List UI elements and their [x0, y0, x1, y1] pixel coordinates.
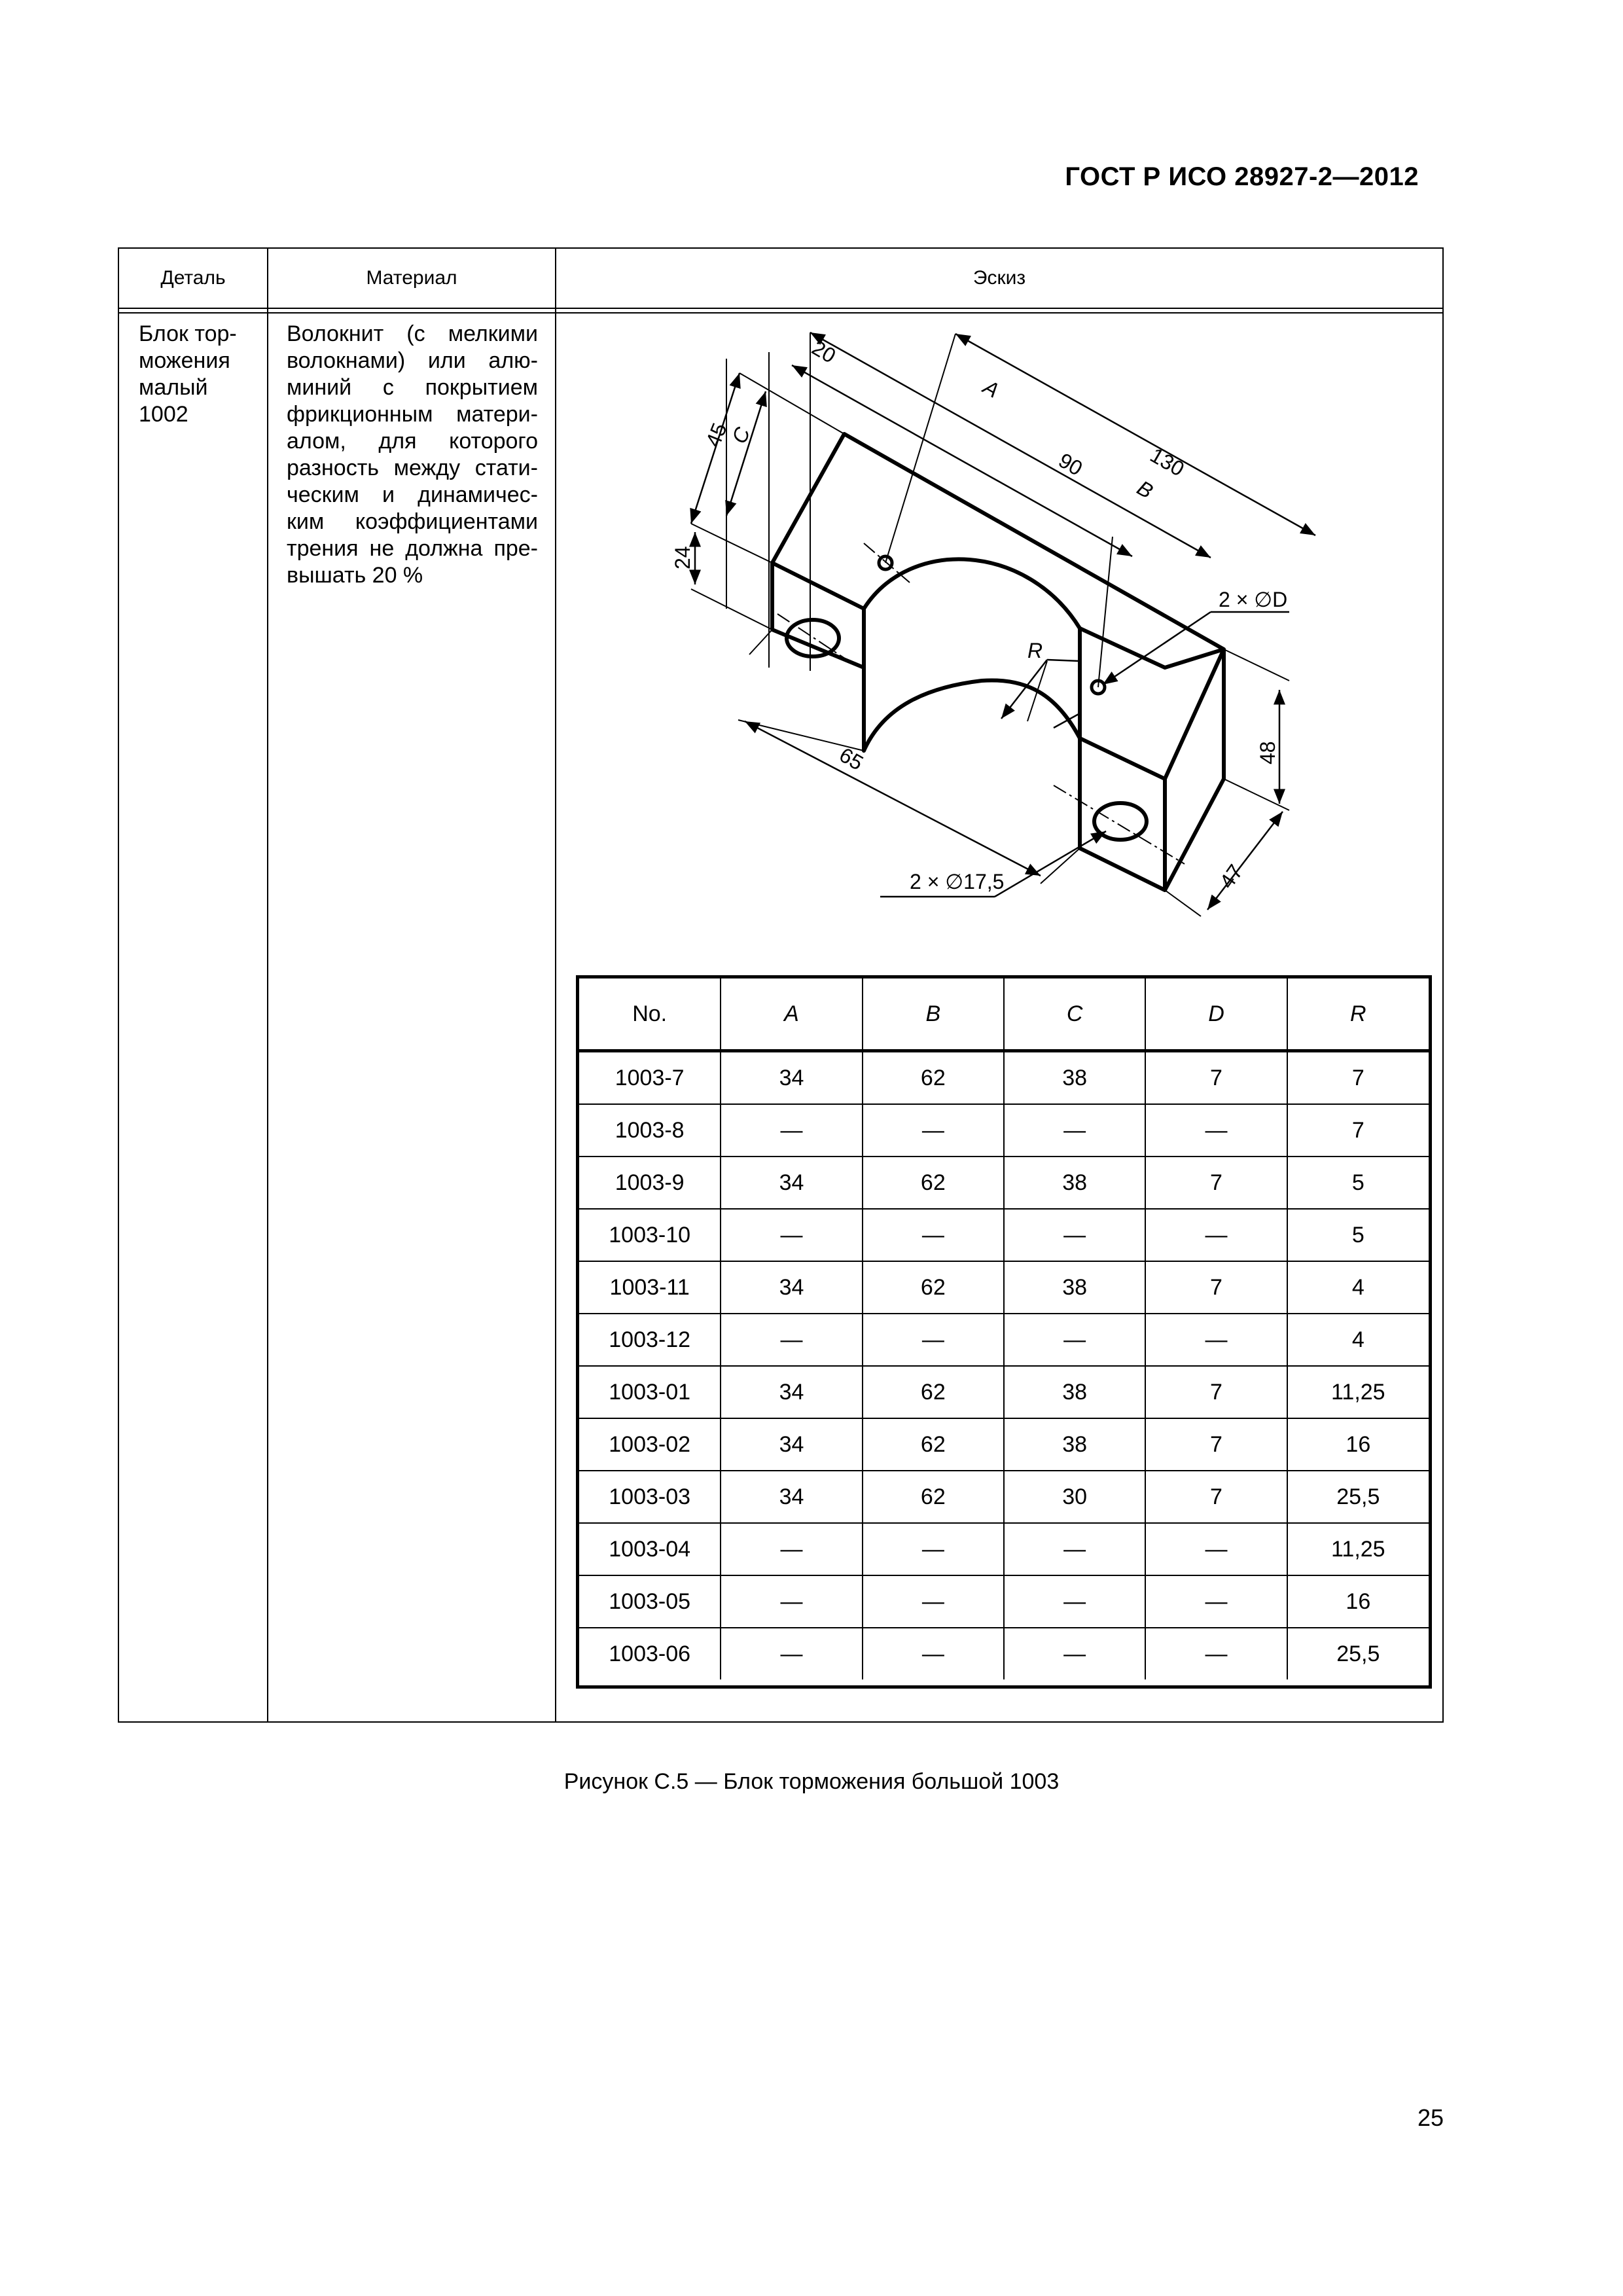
- table-cell: 34: [721, 1051, 862, 1105]
- material-line: вышать 20 %: [287, 563, 423, 588]
- detail-line: можения: [139, 348, 230, 373]
- table-cell: 62: [863, 1051, 1004, 1105]
- table-cell: 30: [1004, 1471, 1145, 1523]
- table-row: [579, 1051, 1429, 1105]
- table-row: [579, 1261, 1429, 1314]
- table-cell: 38: [1004, 1157, 1145, 1209]
- table-cell: —: [1004, 1104, 1145, 1157]
- table-cell: 1003-11: [579, 1261, 721, 1314]
- table-cell: 1003-8: [579, 1104, 721, 1157]
- dims-header-no: No.: [579, 978, 721, 1051]
- part-body: [772, 434, 1224, 890]
- material-line: Волокнит (с мелкими: [287, 321, 538, 346]
- table-cell: 1003-01: [579, 1366, 721, 1418]
- table-cell: 1003-04: [579, 1523, 721, 1575]
- table-cell: —: [1145, 1523, 1287, 1575]
- table-cell: 11,25: [1287, 1523, 1429, 1575]
- column-divider: [555, 249, 556, 1721]
- table-cell: —: [721, 1104, 862, 1157]
- dim-90-label: 90: [1054, 448, 1087, 480]
- material-line: разность между стати-: [287, 456, 538, 480]
- table-cell: 34: [721, 1418, 862, 1471]
- table-cell: 62: [863, 1471, 1004, 1523]
- table-cell: 38: [1004, 1051, 1145, 1105]
- table-cell: —: [1145, 1628, 1287, 1679]
- table-cell: 11,25: [1287, 1366, 1429, 1418]
- table-cell: 1003-03: [579, 1471, 721, 1523]
- table-cell: —: [863, 1209, 1004, 1261]
- figure-caption: Рисунок С.5 — Блок торможения большой 1003: [563, 1769, 1060, 1794]
- page-number: 25: [1417, 2104, 1444, 2131]
- table-cell: 1003-7: [579, 1051, 721, 1105]
- table-cell: 1003-05: [579, 1575, 721, 1628]
- table-cell: 34: [721, 1157, 862, 1209]
- dim-65-label: 65: [835, 742, 868, 775]
- table-cell: 25,5: [1287, 1471, 1429, 1523]
- table-cell: 1003-10: [579, 1209, 721, 1261]
- brake-block-sketch: [661, 314, 1414, 956]
- table-cell: 7: [1145, 1471, 1287, 1523]
- table-row: [579, 1366, 1429, 1418]
- table-cell: —: [1004, 1628, 1145, 1679]
- table-cell: —: [1145, 1209, 1287, 1261]
- detail-line: малый: [139, 375, 208, 400]
- table-cell: 4: [1287, 1314, 1429, 1366]
- dims-header-b: B: [863, 978, 1004, 1051]
- dims-header-a: A: [721, 978, 862, 1051]
- table-cell: 38: [1004, 1418, 1145, 1471]
- dims-header-d: D: [1145, 978, 1287, 1051]
- table-cell: 16: [1287, 1418, 1429, 1471]
- table-cell: 38: [1004, 1366, 1145, 1418]
- table-cell: 34: [721, 1366, 862, 1418]
- table-row: [579, 1575, 1429, 1628]
- material-line: миний с покрытием: [287, 375, 538, 400]
- table-row: [579, 1209, 1429, 1261]
- table-cell: —: [863, 1628, 1004, 1679]
- dim-2d-label: 2 × ∅D: [1219, 588, 1288, 611]
- table-cell: 4: [1287, 1261, 1429, 1314]
- document-code: ГОСТ Р ИСО 28927-2—2012: [1065, 162, 1419, 191]
- table-cell: 1003-9: [579, 1157, 721, 1209]
- column-divider: [267, 249, 268, 1721]
- header-detail: Деталь: [160, 267, 226, 289]
- material-line: фрикционным матери-: [287, 402, 538, 427]
- table-cell: —: [1145, 1314, 1287, 1366]
- table-cell: 38: [1004, 1261, 1145, 1314]
- table-cell: 16: [1287, 1575, 1429, 1628]
- table-cell: 7: [1287, 1051, 1429, 1105]
- table-cell: 7: [1287, 1104, 1429, 1157]
- header-material: Материал: [366, 267, 457, 289]
- table-cell: 1003-02: [579, 1418, 721, 1471]
- table-cell: —: [1145, 1104, 1287, 1157]
- table-cell: —: [721, 1209, 862, 1261]
- table-cell: —: [721, 1523, 862, 1575]
- dim-47-label: 47: [1215, 860, 1248, 893]
- table-cell: —: [721, 1628, 862, 1679]
- table-cell: —: [1145, 1575, 1287, 1628]
- table-cell: 5: [1287, 1209, 1429, 1261]
- dim-a-label: A: [979, 374, 1003, 403]
- header-rule: [119, 312, 1442, 314]
- material-line: алом, для которого: [287, 429, 538, 454]
- table-row: [579, 1314, 1429, 1366]
- detail-line: 1002: [139, 402, 188, 427]
- table-cell: 7: [1145, 1157, 1287, 1209]
- table-cell: —: [721, 1314, 862, 1366]
- dim-48-label: 48: [1256, 741, 1279, 764]
- table-row: [579, 1418, 1429, 1471]
- dim-130-label: 130: [1146, 442, 1188, 481]
- table-cell: 62: [863, 1366, 1004, 1418]
- table-row: [579, 1523, 1429, 1575]
- table-cell: —: [1004, 1523, 1145, 1575]
- table-row: [579, 1628, 1429, 1679]
- dim-24-label: 24: [671, 546, 694, 569]
- table-cell: —: [1004, 1209, 1145, 1261]
- table-cell: 5: [1287, 1157, 1429, 1209]
- table-cell: 1003-06: [579, 1628, 721, 1679]
- dim-45-label: 45: [701, 420, 732, 450]
- table-cell: 7: [1145, 1261, 1287, 1314]
- table-cell: —: [1004, 1314, 1145, 1366]
- dim-r-label: R: [1027, 639, 1043, 662]
- table-cell: —: [863, 1575, 1004, 1628]
- table-cell: 34: [721, 1261, 862, 1314]
- detail-cell: [139, 321, 257, 428]
- table-cell: 25,5: [1287, 1628, 1429, 1679]
- table-cell: 34: [721, 1471, 862, 1523]
- material-line: трения не должна пре-: [287, 536, 538, 561]
- header-rule: [119, 308, 1442, 309]
- table-cell: 62: [863, 1157, 1004, 1209]
- table-cell: —: [1004, 1575, 1145, 1628]
- table-cell: 62: [863, 1261, 1004, 1314]
- material-line: волокнами) или алю-: [287, 348, 538, 373]
- table-row: [579, 1471, 1429, 1523]
- table-cell: —: [863, 1523, 1004, 1575]
- table-row: [579, 1104, 1429, 1157]
- material-line: ким коэффициентами: [287, 509, 538, 534]
- dim-2h-label: 2 × ∅17,5: [910, 870, 1005, 893]
- material-cell: [287, 321, 538, 589]
- dims-header-c: C: [1004, 978, 1145, 1051]
- dim-b-label: B: [1133, 475, 1157, 503]
- dim-20-label: 20: [808, 335, 840, 368]
- table-cell: 7: [1145, 1418, 1287, 1471]
- material-line: ческим и динамичес-: [287, 482, 538, 507]
- dims-header-row: [579, 978, 1429, 1051]
- table-cell: 7: [1145, 1366, 1287, 1418]
- table-cell: —: [721, 1575, 862, 1628]
- detail-line: Блок тор-: [139, 321, 237, 346]
- dims-header-r: R: [1287, 978, 1429, 1051]
- table-cell: 62: [863, 1418, 1004, 1471]
- dim-c-label: C: [727, 423, 755, 447]
- table-cell: —: [863, 1314, 1004, 1366]
- table-cell: —: [863, 1104, 1004, 1157]
- header-sketch: Эскиз: [972, 267, 1026, 289]
- table-cell: 1003-12: [579, 1314, 721, 1366]
- dimensions-table: [576, 975, 1432, 1689]
- table-cell: 7: [1145, 1051, 1287, 1105]
- table-row: [579, 1157, 1429, 1209]
